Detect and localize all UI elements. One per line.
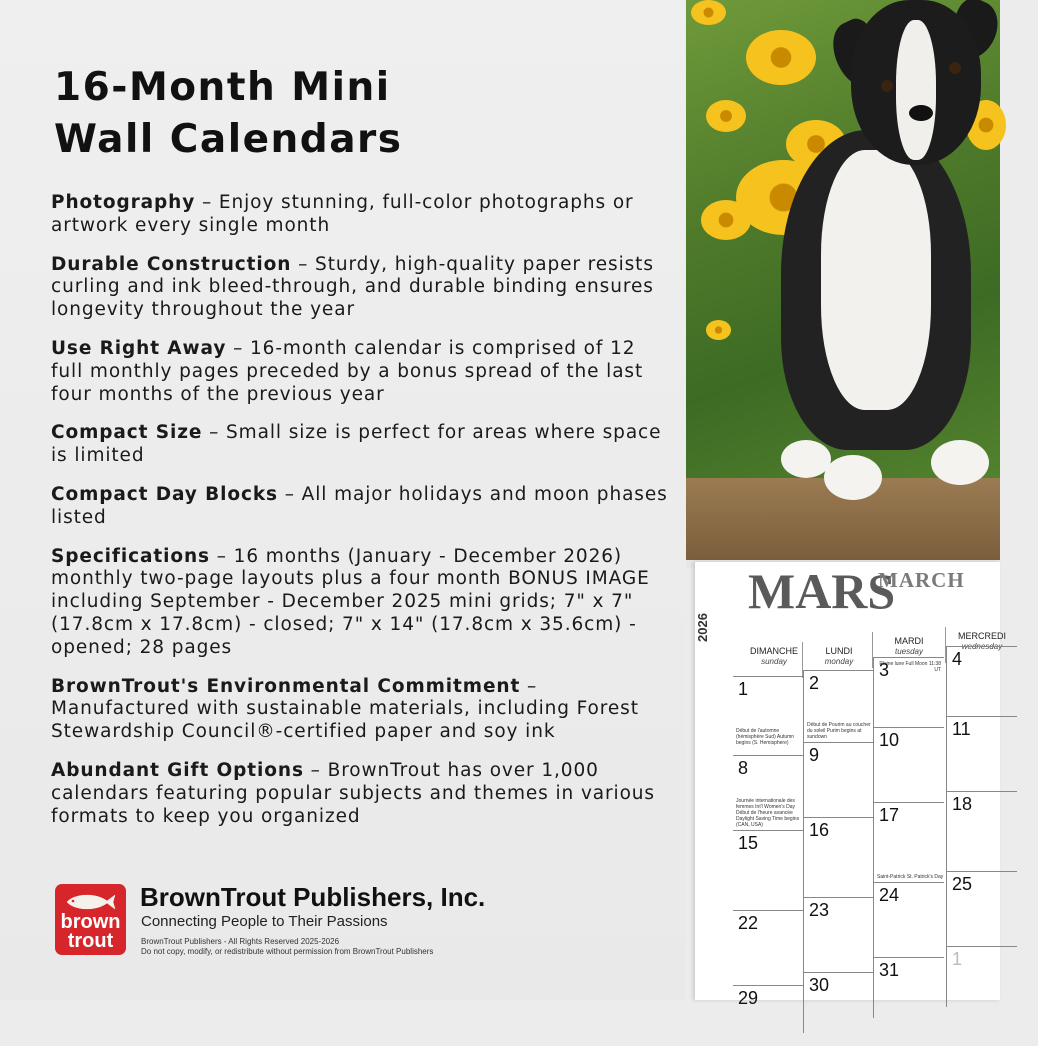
- day-cell: [733, 830, 803, 911]
- feature-durable-construction: [51, 254, 671, 322]
- day-number: 29: [738, 988, 759, 1008]
- feature-heading: Specifications: [51, 545, 210, 567]
- dog-chest: [821, 150, 931, 410]
- dog-eye: [881, 80, 893, 92]
- logo-text-brown: brown: [60, 911, 121, 933]
- weekday-en: sunday: [761, 657, 787, 666]
- day-number: 30: [809, 975, 830, 995]
- flower-decoration: [706, 100, 746, 132]
- calendar-year: 2026: [695, 613, 710, 642]
- feature-specifications: [51, 546, 671, 660]
- moon-phase: Pleine lune Full Moon 11:38 UT: [879, 661, 941, 673]
- weekday-en: tuesday: [894, 647, 924, 656]
- brand-footer: [55, 884, 675, 994]
- feature-heading: Compact Day Blocks: [51, 483, 278, 505]
- day-number: 15: [738, 833, 759, 853]
- legal-notice: [141, 937, 433, 957]
- day-note: Début de l'automne (hémisphère Sud) Autumn begins (S. Hemisphere): [736, 728, 795, 746]
- dog-paw: [931, 440, 989, 485]
- day-number: 8: [738, 758, 749, 778]
- day-number: 1: [738, 679, 749, 699]
- day-cell: [733, 676, 803, 749]
- feature-list: [51, 192, 671, 844]
- feature-text: – BrownTrout has over 1,000 calendars featuring popular subjects and themes in various formats to keep you organized: [51, 759, 655, 827]
- flower-decoration: [746, 30, 816, 85]
- day-cell: [803, 742, 874, 818]
- company-tagline: Connecting People to Their Passions: [141, 913, 388, 930]
- feature-heading: Use Right Away: [51, 337, 227, 359]
- day-cell: [946, 791, 1017, 872]
- feature-text: – 16 months (January - December 2026) monthly two-page layouts plus a four month BONUS IMAGE including September - December 2025 mini grids; 7" x 7" (17.8cm x 17.8cm) - closed; 7" x 14" (17.8cm x 35.6cm) - opened; 28 pages: [51, 545, 650, 658]
- feature-environmental: [51, 676, 671, 744]
- day-cell: [873, 727, 944, 803]
- day-number: 23: [809, 900, 830, 920]
- day-number: 31: [879, 960, 900, 980]
- day-note: Journée internationale des femmes Int'l Women's Day Début de l'heure avancée Daylight Saving Time begins (CAN, USA): [736, 798, 800, 828]
- day-number: 2: [809, 673, 820, 693]
- day-cell: [946, 716, 1017, 792]
- day-number: 24: [879, 885, 900, 905]
- weekday-fr: DIMANCHE: [749, 646, 798, 656]
- weekday-en: monday: [824, 657, 854, 666]
- day-cell: [803, 897, 874, 973]
- day-cell: [803, 817, 874, 898]
- flower-decoration: [701, 200, 751, 240]
- day-cell: [873, 882, 944, 958]
- feature-photography: [51, 192, 671, 238]
- title-line-2: Wall Calendars: [54, 117, 403, 162]
- dog-blaze: [896, 20, 936, 160]
- day-number: 1: [952, 949, 963, 969]
- feature-heading: Compact Size: [51, 422, 203, 444]
- month-name-english: MARCH: [878, 568, 965, 592]
- day-number: 22: [738, 913, 759, 933]
- weekday-fr: MARDI: [894, 636, 924, 646]
- day-number: 3: [879, 660, 890, 680]
- feature-heading: Abundant Gift Options: [51, 759, 304, 781]
- dog-paw: [824, 455, 882, 500]
- feature-text: – Small size is perfect for areas where space is limited: [51, 422, 662, 467]
- day-note: Saint-Patrick St. Patrick's Day: [877, 874, 944, 880]
- day-cell: [803, 972, 874, 1033]
- dog-nose: [909, 105, 933, 121]
- weekday-en: wednesday: [961, 642, 1003, 651]
- title-line-1: 16-Month Mini: [54, 65, 391, 110]
- day-number: 17: [879, 805, 900, 825]
- month-grid: [738, 622, 1038, 1012]
- feature-text: – Sturdy, high-quality paper resists curling and ink bleed-through, and durable binding ensures longevity throughout the year: [51, 253, 654, 321]
- day-number: 9: [809, 745, 820, 765]
- flower-decoration: [706, 320, 731, 340]
- day-note: Début de Pourim au coucher du soleil Purim begins at sundown: [807, 722, 871, 740]
- legal-line-1: BrownTrout Publishers - All Rights Reserved 2025-2026: [141, 937, 340, 946]
- company-name: BrownTrout Publishers, Inc.: [140, 882, 486, 912]
- feature-heading: BrownTrout's Environmental Commitment: [51, 675, 521, 697]
- feature-text: – All major holidays and moon phases listed: [51, 483, 668, 528]
- flower-decoration: [691, 0, 726, 25]
- logo-text-trout: trout: [67, 930, 114, 952]
- weekday-fr: MERCREDI: [957, 631, 1006, 641]
- day-cell: [946, 946, 1017, 1007]
- day-cell: [733, 910, 803, 986]
- calendar-cover-photo: [686, 0, 1000, 560]
- legal-line-2: Do not copy, modify, or redistribute without permission from BrownTrout Publishers: [141, 947, 434, 956]
- day-cell: [733, 985, 803, 1046]
- day-number: 25: [952, 874, 973, 894]
- feature-compact-size: [51, 422, 671, 468]
- day-cell: [803, 670, 874, 743]
- feature-heading: Durable Construction: [51, 253, 292, 275]
- dog-paw: [781, 440, 831, 478]
- dog-eye: [949, 62, 961, 74]
- feature-text: – Enjoy stunning, full-color photographs or artwork every single month: [51, 192, 634, 236]
- weekday-fr: LUNDI: [825, 646, 853, 656]
- feature-heading: Photography: [51, 192, 196, 213]
- day-number: 4: [952, 649, 963, 669]
- feature-compact-day-blocks: [51, 484, 671, 530]
- feature-text: – 16-month calendar is comprised of 12 full monthly pages preceded by a bonus spread of the last four months of the previous year: [51, 337, 644, 405]
- day-number: 10: [879, 730, 900, 750]
- day-cell: [873, 802, 944, 883]
- browntrout-logo: [55, 884, 126, 955]
- page-title: [54, 62, 402, 166]
- weekday-header-sunday: [738, 642, 810, 678]
- feature-gift-options: [51, 760, 671, 828]
- day-cell: [873, 657, 944, 728]
- day-cell: [946, 871, 1017, 947]
- day-cell: [733, 755, 803, 831]
- day-cell: [873, 957, 944, 1018]
- day-cell: [946, 646, 1017, 717]
- feature-use-right-away: [51, 338, 671, 406]
- month-name-french: MARS: [748, 563, 896, 619]
- feature-text: – Manufactured with sustainable materials, including Forest Stewardship Council®-certified paper and soy ink: [51, 675, 639, 743]
- day-number: 11: [952, 719, 971, 739]
- calendar-grid-page: [695, 562, 1006, 1008]
- day-number: 16: [809, 820, 830, 840]
- day-number: 18: [952, 794, 973, 814]
